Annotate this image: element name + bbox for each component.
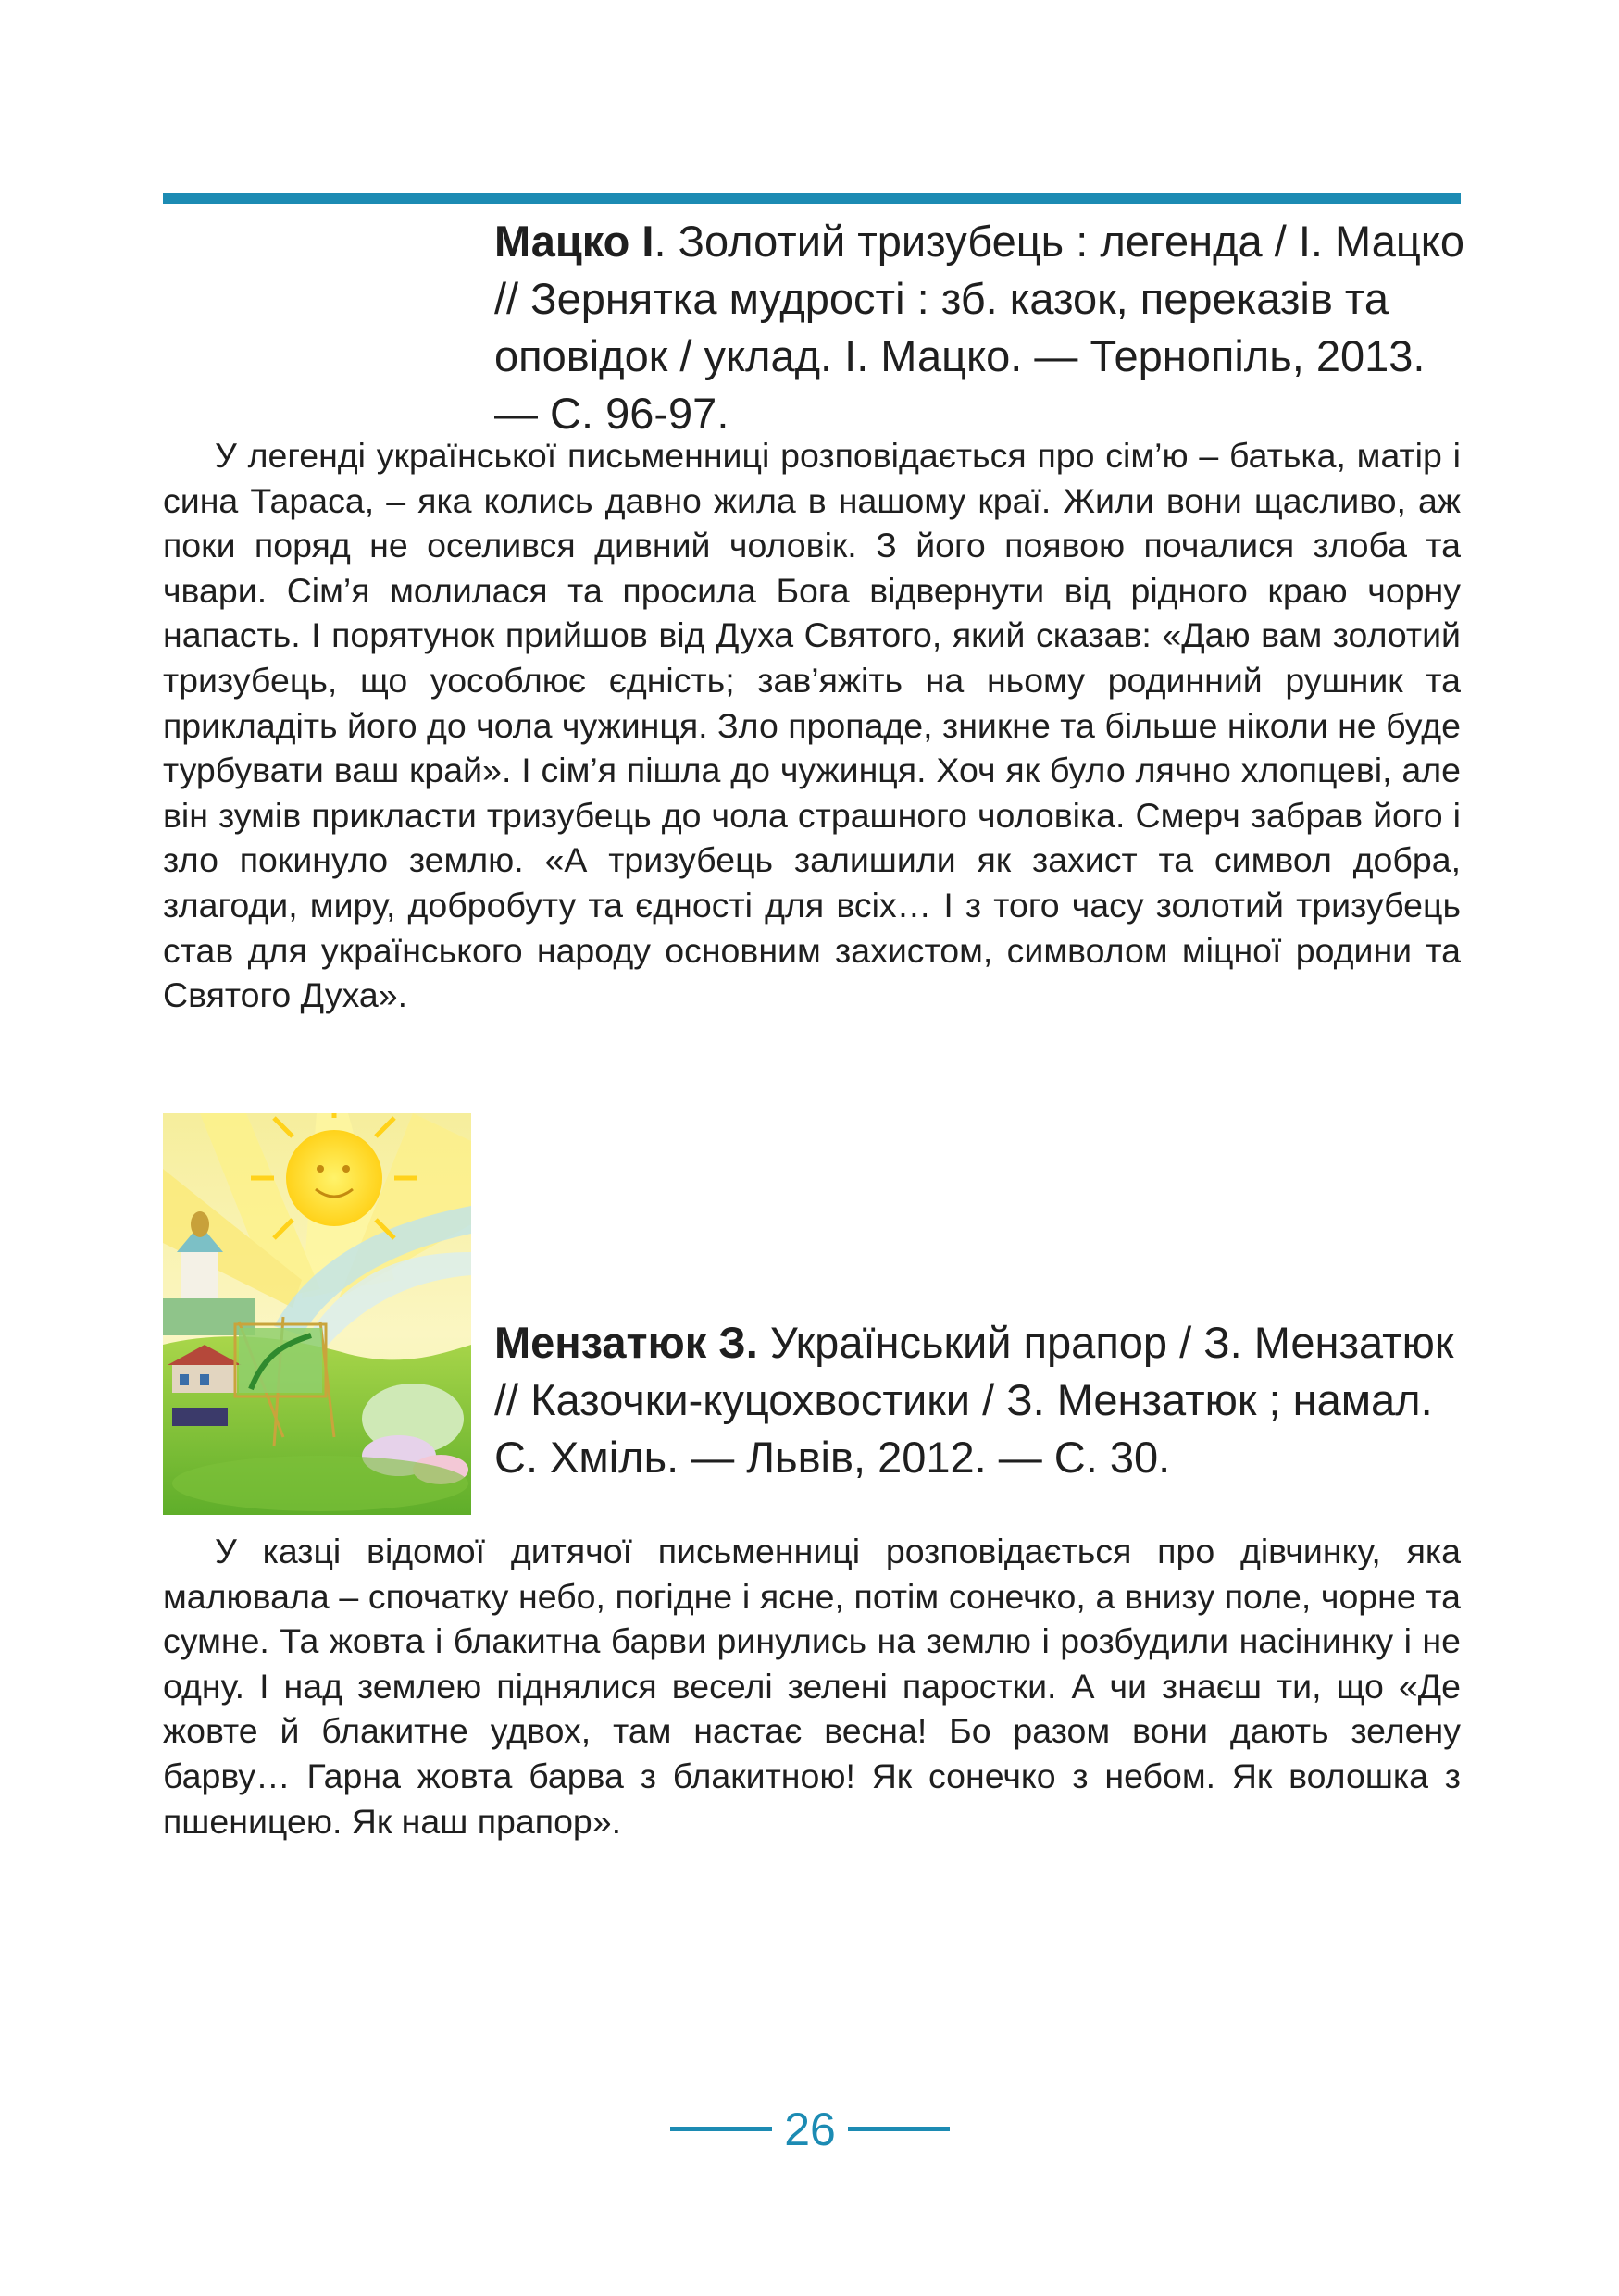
book-illustration <box>163 1113 471 1515</box>
citation-details: . Золотий тризубець : легенда / І. Мацко // Зернятка мудрості : зб. казок, переказів та оповідок / уклад. І. Мацко. — Тернопіль, 2013. — С. 96-97. <box>494 217 1464 438</box>
summary-paragraph: У казці відомої дитячої письменниці розповідається про дівчинку, яка малювала – спочатку небо, погідне і ясне, потім сонечко, а внизу поле, чорне та сумне. Та жовта і блакитна барви ринулись на землю і розбудили насінинку і не одну. І над землею піднялися веселі зелені паростки. А чи знаєш ти, що «Де жовте й блакитне удвох, там настає весна! Бо разом вони дають зелену барву… Гарна жовта барва з блакитною! Як сонечко з небом. Як волошка з пшеницею. Як наш прапор». <box>163 1532 1461 1841</box>
page-footer <box>0 2097 1619 2162</box>
citation-heading <box>494 213 1466 442</box>
summary-paragraph: У легенді української письменниці розповідається про сім’ю – батька, матір і сина Тараса, – яка колись давно жила в нашому краї. Жили вони щасливо, аж поки поряд не оселився дивний чоловік. З його появою почалися злоба та чвари. Сім’я молилася та просила Бога відвернути від рідного краю чорну напасть. І порятунок прийшов від Духа Святого, який сказав: «Даю вам золотий тризубець, що уособлює єдність; зав’яжіть на ньому родинний рушник та прикладіть його до чола чужинця. Зло пропаде, зникне та більше ніколи не буде турбувати ваш край». І сім’я пішла до чужинця. Хоч як було лячно хлопцеві, але він зумів прикласти тризубець до чола страшного чоловіка. Смерч забрав його і зло покинуло землю. «А тризубець залишили як захист та символ добра, злагоди, миру, добробуту та єдності для всіх… І з того часу золотий тризубець став для українського народу основним захистом, символом міцної родини та Святого Духа». <box>163 436 1461 1015</box>
footer-rule-left <box>670 2127 772 2131</box>
citation-author: Мацко І <box>494 217 654 266</box>
citation-heading <box>494 1314 1466 1486</box>
citation-details: Український прапор / З. Мензатюк // Казочки-куцохвостики / З. Мензатюк ; намал. С. Хміль. — Львів, 2012. — С. 30. <box>494 1318 1454 1482</box>
footer-rule-right <box>848 2127 950 2131</box>
citation-author: Мензатюк З. <box>494 1318 758 1367</box>
top-rule <box>163 193 1461 204</box>
page-number: 26 <box>784 2104 836 2155</box>
